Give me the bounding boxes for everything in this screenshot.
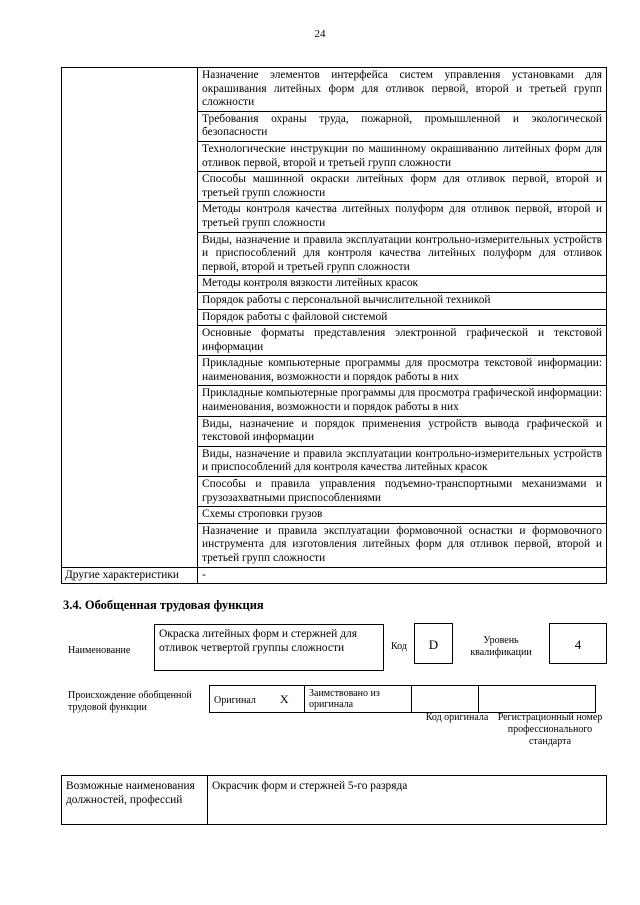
code-original-caption: Код оригинала xyxy=(425,712,489,723)
code-label: Код xyxy=(391,641,407,652)
requirement-item: Виды, назначение и правила эксплуатации контрольно-измерительных устройств и приспособлений для контроля качества литейных красок xyxy=(198,446,607,476)
requirement-item: Технологические инструкции по машинному окрашиванию литейных форм для отливок первой, второй и третьей групп сложности xyxy=(198,141,607,171)
requirement-item: Виды, назначение и правила эксплуатации контрольно-измерительных устройств и приспособлений для контроля качества литейных полуформ для отливок первой, второй и третьей групп сложности xyxy=(198,232,607,276)
origin-table xyxy=(209,685,596,713)
other-characteristics-row xyxy=(62,567,607,584)
requirement-item: Назначение элементов интерфейса систем управления установками для окрашивания литейных форм для отливок первой, второй и третьей групп сложности xyxy=(198,68,607,112)
code-value-box: D xyxy=(414,623,453,664)
original-mark: X xyxy=(279,692,289,706)
borrowed-label: Заимствовано из оригинала xyxy=(309,688,380,710)
original-label: Оригинал xyxy=(214,695,256,706)
requirement-item: Методы контроля вязкости литейных красок xyxy=(198,276,607,293)
positions-label: Возможные наименования должностей, профессий xyxy=(62,776,208,825)
requirement-item: Прикладные компьютерные программы для просмотра текстовой информации: наименования, возможности и порядок работы в них xyxy=(198,356,607,386)
name-label: Наименование xyxy=(68,645,131,656)
requirement-item: Основные форматы представления электронной графической и текстовой информации xyxy=(198,326,607,356)
requirement-row xyxy=(62,68,607,112)
requirement-item: Порядок работы с файловой системой xyxy=(198,309,607,326)
requirements-table xyxy=(61,67,607,584)
positions-table xyxy=(61,775,607,825)
reg-number-caption: Регистрационный номер профессионального стандарта xyxy=(497,712,603,747)
other-characteristics-label: Другие характеристики xyxy=(62,567,198,584)
requirement-item: Виды, назначение и порядок применения устройств вывода графической и текстовой информации xyxy=(198,416,607,446)
positions-value: Окрасчик форм и стержней 5-го разряда xyxy=(208,776,607,825)
requirements-label-cell xyxy=(62,68,198,568)
requirement-item: Способы и правила управления подъемно-транспортными механизмами и грузозахватными приспособлениями xyxy=(198,477,607,507)
origin-label: Происхождение обобщенной трудовой функции xyxy=(68,690,192,713)
level-value-box: 4 xyxy=(549,623,607,664)
requirement-item: Схемы строповки грузов xyxy=(198,507,607,524)
requirement-item: Способы машинной окраски литейных форм для отливок первой, второй и третьей групп сложности xyxy=(198,172,607,202)
borrowed-cell xyxy=(305,686,412,713)
code-original-cell xyxy=(412,686,479,713)
function-name-box: Окраска литейных форм и стержней для отливок четвертой группы сложности xyxy=(154,624,384,671)
level-label: Уровень квалификации xyxy=(470,635,532,658)
page-number: 24 xyxy=(314,28,326,40)
other-characteristics-value: - xyxy=(198,567,607,584)
section-title: 3.4. Обобщенная трудовая функция xyxy=(63,598,264,612)
requirement-item: Методы контроля качества литейных полуформ для отливок первой, второй и третьей групп сложности xyxy=(198,202,607,232)
requirement-item: Порядок работы с персональной вычислительной техникой xyxy=(198,292,607,309)
requirement-item: Прикладные компьютерные программы для просмотра графической информации: наименования, возможности и порядок работы в них xyxy=(198,386,607,416)
original-cell xyxy=(210,686,305,713)
reg-number-cell xyxy=(479,686,596,713)
requirement-item: Требования охраны труда, пожарной, промышленной и экологической безопасности xyxy=(198,111,607,141)
requirement-item: Назначение и правила эксплуатации формовочной оснастки и формовочного инструмента для изготовления литейных форм для отливок первой, второй и третьей групп сложности xyxy=(198,523,607,567)
